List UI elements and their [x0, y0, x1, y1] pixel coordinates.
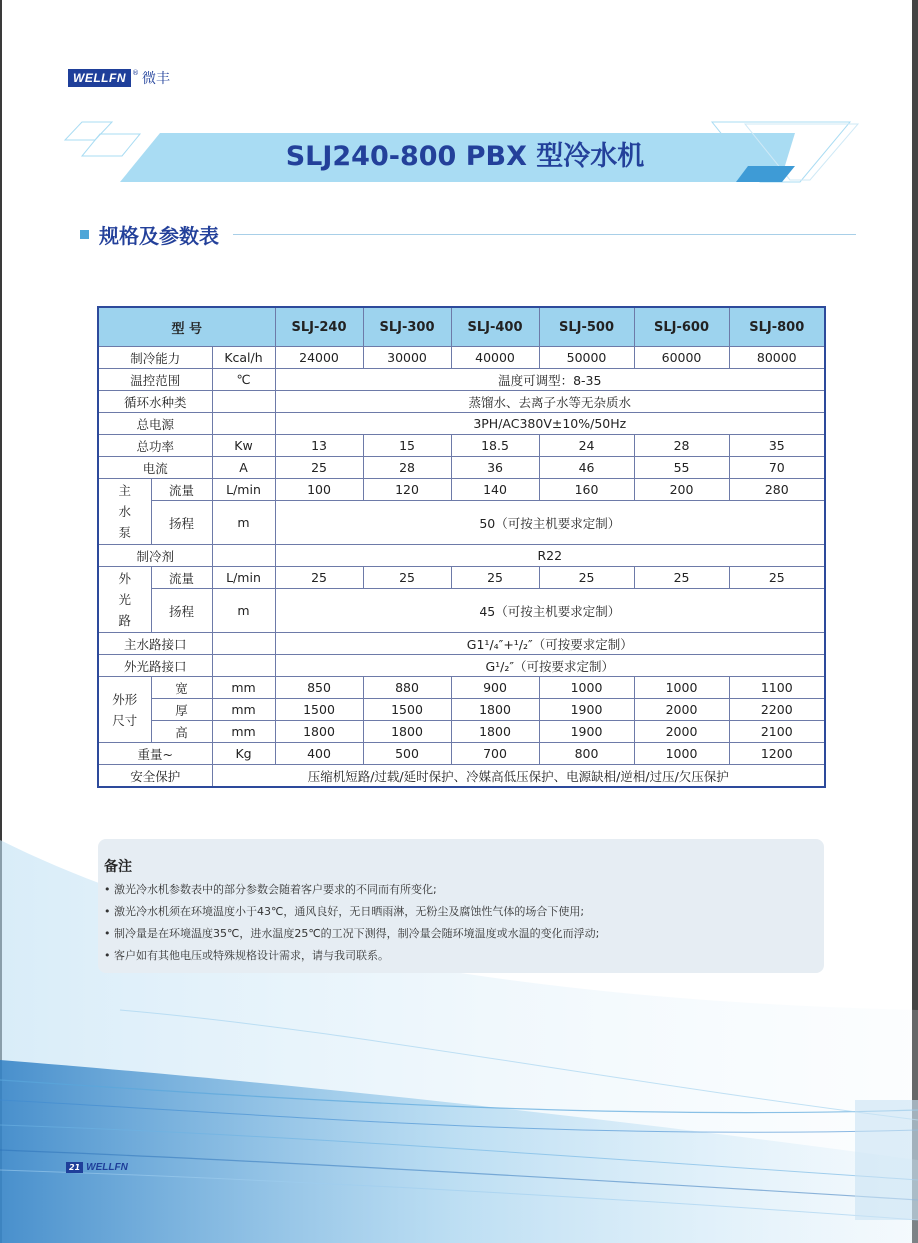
row-unit	[212, 545, 275, 567]
model-cell: SLJ-600	[634, 307, 729, 347]
value-cell: 36	[451, 457, 539, 479]
value-cell: 15	[363, 435, 451, 457]
row-unit: L/min	[212, 567, 275, 589]
value-cell: 1500	[363, 699, 451, 721]
value-cell: 140	[451, 479, 539, 501]
value-cell: 1100	[729, 677, 825, 699]
page-title: SLJ240-800 PBX 型冷水机	[285, 141, 645, 172]
group-label-main-pump	[98, 479, 151, 545]
value-cell: 100	[275, 479, 363, 501]
table-row	[98, 699, 825, 721]
value-cell: 13	[275, 435, 363, 457]
value-cell: 60000	[634, 347, 729, 369]
value-cell: 2200	[729, 699, 825, 721]
group-char: 水	[118, 504, 131, 519]
row-unit: m	[212, 501, 275, 545]
value-cell: 蒸馏水、去离子水等无杂质水	[275, 391, 825, 413]
spec-table	[97, 306, 826, 788]
header-label: 型 号	[98, 307, 275, 347]
value-cell: 1200	[729, 743, 825, 765]
value-cell: 120	[363, 479, 451, 501]
value-cell: 2000	[634, 699, 729, 721]
section-divider	[233, 234, 856, 235]
row-unit	[212, 391, 275, 413]
row-label: 扬程	[151, 501, 212, 545]
notes-panel	[98, 839, 824, 973]
value-cell: 46	[539, 457, 634, 479]
value-cell: 80000	[729, 347, 825, 369]
table-row	[98, 435, 825, 457]
group-char: 主	[118, 483, 131, 498]
table-row	[98, 391, 825, 413]
value-cell: 400	[275, 743, 363, 765]
value-cell: 24000	[275, 347, 363, 369]
table-row	[98, 721, 825, 743]
group-char: 外形	[112, 691, 138, 707]
group-label-outer-light-path	[98, 567, 151, 633]
row-label: 主水路接口	[98, 633, 212, 655]
row-label: 循环水种类	[98, 391, 212, 413]
value-cell: 2100	[729, 721, 825, 743]
row-unit: A	[212, 457, 275, 479]
note-item: • 激光冷水机须在环境温度小于43℃，通风良好，无日晒雨淋，无粉尘及腐蚀性气体的场合下使用;	[104, 905, 585, 918]
model-cell: SLJ-240	[275, 307, 363, 347]
row-unit: ℃	[212, 369, 275, 391]
row-unit: mm	[212, 677, 275, 699]
page-number: 21	[66, 1162, 83, 1173]
value-cell: 160	[539, 479, 634, 501]
table-row	[98, 347, 825, 369]
section-bullet-icon	[80, 230, 89, 239]
brand-logo	[68, 68, 170, 88]
group-char: 泵	[118, 525, 131, 540]
table-row	[98, 501, 825, 545]
value-cell: 1000	[634, 677, 729, 699]
model-cell: SLJ-400	[451, 307, 539, 347]
table-row	[98, 743, 825, 765]
value-cell: 1500	[275, 699, 363, 721]
value-cell: 35	[729, 435, 825, 457]
value-cell: 1000	[634, 743, 729, 765]
value-cell: 200	[634, 479, 729, 501]
value-cell: 1800	[451, 721, 539, 743]
row-label: 流量	[151, 567, 212, 589]
value-cell: 25	[451, 567, 539, 589]
value-cell: 1900	[539, 721, 634, 743]
row-label: 温控范围	[98, 369, 212, 391]
notes-list	[104, 879, 599, 967]
group-char: 外	[118, 571, 131, 586]
table-header-row	[98, 307, 825, 347]
value-cell: 880	[363, 677, 451, 699]
value-cell: 800	[539, 743, 634, 765]
value-cell: 25	[539, 567, 634, 589]
row-unit: mm	[212, 699, 275, 721]
row-label: 宽	[151, 677, 212, 699]
section-header	[80, 220, 856, 249]
row-unit	[212, 413, 275, 435]
row-label: 制冷剂	[98, 545, 212, 567]
table-row	[98, 457, 825, 479]
model-cell: SLJ-800	[729, 307, 825, 347]
note-item: • 制冷量是在环境温度35℃，进水温度25℃的工况下测得，制冷量会随环境温度或水温的变化而浮动;	[104, 927, 600, 940]
value-cell: 2000	[634, 721, 729, 743]
value-cell: 18.5	[451, 435, 539, 457]
notes-title: 备注	[104, 859, 132, 875]
row-label: 总功率	[98, 435, 212, 457]
value-cell: 30000	[363, 347, 451, 369]
table-row	[98, 545, 825, 567]
row-unit	[212, 633, 275, 655]
value-cell: 25	[275, 567, 363, 589]
value-cell: 28	[634, 435, 729, 457]
value-cell: 850	[275, 677, 363, 699]
value-cell: 45（可按主机要求定制）	[275, 589, 825, 633]
value-cell: 25	[729, 567, 825, 589]
row-unit	[212, 655, 275, 677]
value-cell: 1800	[275, 721, 363, 743]
table-row	[98, 413, 825, 435]
logo-reg-mark: ®	[132, 69, 139, 77]
value-cell: 55	[634, 457, 729, 479]
section-title: 规格及参数表	[99, 224, 219, 248]
table-row	[98, 479, 825, 501]
value-cell: 500	[363, 743, 451, 765]
table-row	[98, 677, 825, 699]
table-row	[98, 369, 825, 391]
value-cell: 压缩机短路/过载/延时保护、冷媒高低压保护、电源缺相/逆相/过压/欠压保护	[212, 765, 825, 788]
value-cell: 70	[729, 457, 825, 479]
value-cell: 700	[451, 743, 539, 765]
value-cell: 28	[363, 457, 451, 479]
value-cell: 1800	[451, 699, 539, 721]
group-char: 尺寸	[112, 712, 138, 728]
group-label-dimensions	[98, 677, 151, 743]
row-unit: m	[212, 589, 275, 633]
row-label: 安全保护	[98, 765, 212, 788]
row-label: 高	[151, 721, 212, 743]
row-label: 制冷能力	[98, 347, 212, 369]
footer-brand: WELLFN	[86, 1162, 128, 1173]
row-label: 扬程	[151, 589, 212, 633]
group-char: 路	[118, 613, 131, 628]
spec-table-container	[97, 306, 824, 786]
value-cell: G¹/₂″（可按要求定制）	[275, 655, 825, 677]
row-label: 流量	[151, 479, 212, 501]
row-unit: Kw	[212, 435, 275, 457]
logo-text: WELLFN	[68, 69, 131, 87]
row-unit: Kcal/h	[212, 347, 275, 369]
note-item: • 激光冷水机参数表中的部分参数会随着客户要求的不同而有所变化;	[104, 883, 437, 896]
value-cell: 25	[634, 567, 729, 589]
value-cell: 1800	[363, 721, 451, 743]
value-cell: 1000	[539, 677, 634, 699]
value-cell: 25	[275, 457, 363, 479]
table-row	[98, 589, 825, 633]
page-footer	[66, 1162, 128, 1173]
value-cell: 1900	[539, 699, 634, 721]
value-cell: 3PH/AC380V±10%/50Hz	[275, 413, 825, 435]
row-unit: mm	[212, 721, 275, 743]
table-row	[98, 633, 825, 655]
value-cell: G1¹/₄″+¹/₂″（可按要求定制）	[275, 633, 825, 655]
row-unit: Kg	[212, 743, 275, 765]
value-cell: 50000	[539, 347, 634, 369]
value-cell: 24	[539, 435, 634, 457]
value-cell: 40000	[451, 347, 539, 369]
value-cell: 280	[729, 479, 825, 501]
row-label: 重量~	[98, 743, 212, 765]
logo-cn-name: 微丰	[142, 71, 170, 87]
value-cell: 50（可按主机要求定制）	[275, 501, 825, 545]
note-item: • 客户如有其他电压或特殊规格设计需求，请与我司联系。	[104, 949, 389, 962]
table-row	[98, 655, 825, 677]
row-label: 总电源	[98, 413, 212, 435]
value-cell: R22	[275, 545, 825, 567]
table-row	[98, 567, 825, 589]
row-unit: L/min	[212, 479, 275, 501]
model-cell: SLJ-500	[539, 307, 634, 347]
value-cell: 900	[451, 677, 539, 699]
row-label: 外光路接口	[98, 655, 212, 677]
value-cell: 25	[363, 567, 451, 589]
model-cell: SLJ-300	[363, 307, 451, 347]
row-label: 电流	[98, 457, 212, 479]
row-label: 厚	[151, 699, 212, 721]
group-char: 光	[118, 592, 131, 607]
value-cell: 温度可调型：8-35	[275, 369, 825, 391]
